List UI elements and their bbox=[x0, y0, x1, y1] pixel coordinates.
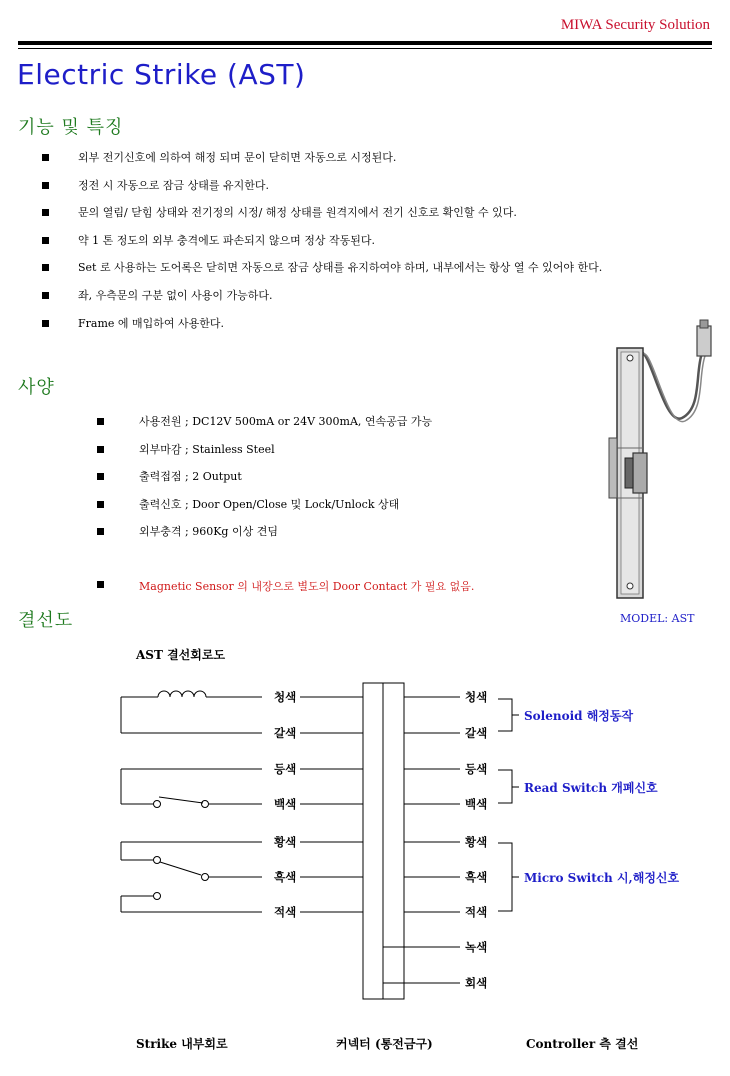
feature-text: 좌, 우측문의 구분 없이 사용이 가능하다. bbox=[78, 288, 273, 302]
wire-label: 갈색 bbox=[465, 726, 488, 740]
spec-text: 출력접점 ; 2 Output bbox=[139, 470, 242, 484]
group-label-solenoid: Solenoid 해정동작 bbox=[524, 709, 634, 723]
feature-text: 외부 전기신호에 의하여 해정 되며 문이 닫히면 자동으로 시정된다. bbox=[78, 151, 397, 164]
wire-label: 적색 bbox=[274, 905, 297, 919]
diagram-title: AST 결선회로도 bbox=[136, 648, 226, 662]
caption-controller: Controller 측 결선 bbox=[526, 1037, 639, 1051]
feature-text: 정전 시 자동으로 잠금 상태를 유지한다. bbox=[78, 178, 269, 192]
wire-label: 회색 bbox=[465, 976, 488, 990]
spec-text: 외부충격 ; 960Kg 이상 견딤 bbox=[139, 525, 278, 539]
wire-label: 등색 bbox=[465, 762, 488, 776]
note-text: Magnetic Sensor 의 내장으로 별도의 Door Contact 가 필요 없음. bbox=[139, 580, 475, 593]
wire-label: 청색 bbox=[465, 690, 488, 704]
feature-text: 문의 열림/ 닫힘 상태와 전기정의 시정/ 해정 상태를 원격지에서 전기 신호로 확인할 수 있다. bbox=[78, 206, 517, 220]
wire-label: 흑색 bbox=[465, 870, 488, 884]
caption-strike-circuit: Strike 내부회로 bbox=[136, 1037, 228, 1051]
feature-text: Set 로 사용하는 도어록은 닫히면 자동으로 잠금 상태를 유지하여야 하며, 내부에서는 항상 열 수 있어야 한다. bbox=[78, 261, 603, 275]
model-label: MODEL: AST bbox=[620, 612, 695, 625]
wire-label: 녹색 bbox=[465, 940, 488, 954]
wiring-heading: 결선도 bbox=[18, 610, 74, 631]
wire-label: 흑색 bbox=[274, 870, 297, 884]
group-label-read-switch: Read Switch 개폐신호 bbox=[524, 781, 658, 795]
specs-heading: 사양 bbox=[18, 377, 55, 398]
spec-text: 사용전원 ; DC12V 500mA or 24V 300mA, 연속공급 가능 bbox=[139, 415, 433, 428]
feature-text: 약 1 톤 정도의 외부 충격에도 파손되지 않으며 정상 작동된다. bbox=[78, 233, 375, 247]
wire-label: 황색 bbox=[465, 835, 488, 849]
page-title: Electric Strike (AST) bbox=[17, 58, 306, 91]
feature-text: Frame 에 매입하여 사용한다. bbox=[78, 316, 225, 330]
solenoid-coil-icon bbox=[158, 691, 206, 697]
brand-label: MIWA Security Solution bbox=[560, 17, 710, 33]
spec-text: 출력신호 ; Door Open/Close 및 Lock/Unlock 상태 bbox=[139, 497, 400, 511]
wire-label: 등색 bbox=[274, 762, 297, 776]
spec-text: 외부마감 ; Stainless Steel bbox=[139, 442, 275, 456]
wire-label: 백색 bbox=[274, 797, 297, 811]
wire-label: 갈색 bbox=[274, 726, 297, 740]
wire-label: 백색 bbox=[465, 797, 488, 811]
wire-label: 적색 bbox=[465, 905, 488, 919]
caption-connector: 커넥터 (통전금구) bbox=[336, 1037, 433, 1051]
features-heading: 기능 및 특징 bbox=[18, 117, 124, 138]
wire-label: 황색 bbox=[274, 835, 297, 849]
group-label-micro-switch: Micro Switch 시,해정신호 bbox=[524, 871, 680, 885]
wire-label: 청색 bbox=[274, 690, 297, 704]
